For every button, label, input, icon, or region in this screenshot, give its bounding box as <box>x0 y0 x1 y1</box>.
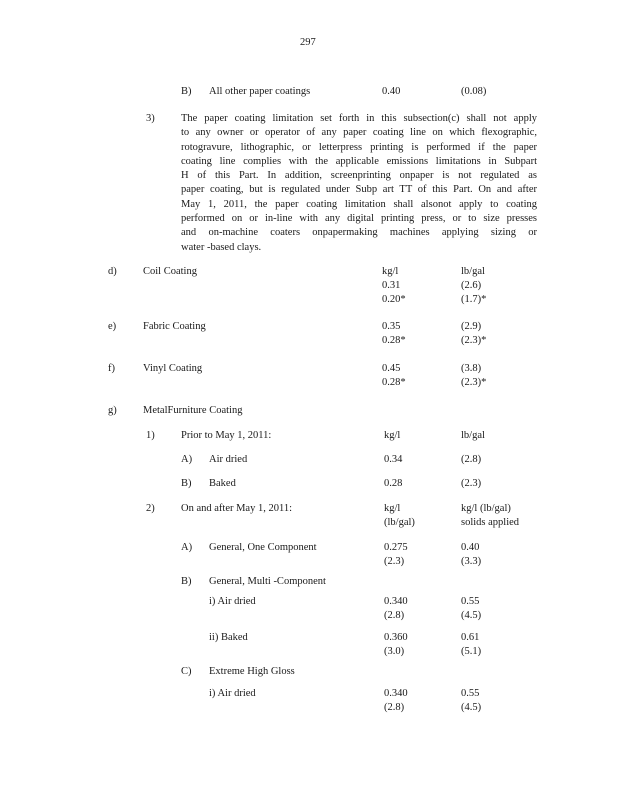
item-number: 1) <box>146 430 155 441</box>
paragraph-line: to any owner or operator of any paper coating line on which flexographic, <box>181 127 537 139</box>
item-label: Prior to May 1, 2011: <box>181 430 272 441</box>
subrow-label: i) Air dried <box>209 688 256 699</box>
unit-kg: kg/l <box>384 430 401 441</box>
section-letter: f) <box>108 363 115 374</box>
unit-lb: lb/gal <box>461 430 485 441</box>
row-label: Air dried <box>209 454 248 465</box>
row-label: Baked <box>209 478 236 489</box>
value-lb: (3.8) <box>461 363 482 374</box>
value-lb: (2.3) <box>461 478 482 489</box>
row-letter: B) <box>181 576 192 587</box>
section-letter: e) <box>108 321 117 332</box>
unit-lb: lb/gal <box>461 266 485 277</box>
value-kg: 0.340 <box>384 688 408 699</box>
section-label: Coil Coating <box>143 266 197 277</box>
value-kg: 0.35 <box>382 321 401 332</box>
paragraph-line: H of this Part. In addition, screenprinting onpaper is not regulated as <box>181 170 537 182</box>
value-kg: 0.340 <box>384 596 408 607</box>
unit-kg: kg/l <box>382 266 399 277</box>
value-lb: (2.6) <box>461 280 482 291</box>
section-label: Vinyl Coating <box>143 363 203 374</box>
value-kg: 0.20* <box>382 294 406 305</box>
value-solids-kg: 0.55 <box>461 596 480 607</box>
row-letter: A) <box>181 454 193 465</box>
value-lb: (3.0) <box>384 646 405 657</box>
item-number: 2) <box>146 503 155 514</box>
row-label: General, One Component <box>209 542 317 553</box>
value-lb: (2.3)* <box>461 377 487 388</box>
item-number: 3) <box>146 113 155 124</box>
row-label: Extreme High Gloss <box>209 666 295 677</box>
value-lb: (2.8) <box>461 454 482 465</box>
value-solids-lb: (5.1) <box>461 646 482 657</box>
section-label: MetalFurniture Coating <box>143 405 243 416</box>
row-label: All other paper coatings <box>209 86 311 97</box>
value-solids-lb: (4.5) <box>461 702 482 713</box>
value-kg: 0.34 <box>384 454 403 465</box>
unit-solids-note: solids applied <box>461 517 520 528</box>
item-label: On and after May 1, 2011: <box>181 503 292 514</box>
row-letter: A) <box>181 542 193 553</box>
unit-lb: (lb/gal) <box>384 517 415 528</box>
value-lb: (2.8) <box>384 610 405 621</box>
value-lb: (2.3)* <box>461 335 487 346</box>
value-kg: 0.28* <box>382 377 406 388</box>
value-lb: (2.8) <box>384 702 405 713</box>
value-lb: (2.9) <box>461 321 482 332</box>
subrow-label: ii) Baked <box>209 632 248 643</box>
exemption-paragraph <box>181 112 537 255</box>
paragraph-line: rotogravure, lithographic, or letterpress printing is performed if the paper <box>181 141 537 153</box>
value-solids-kg: 0.40 <box>461 542 480 553</box>
value-kg: 0.275 <box>384 542 408 553</box>
paragraph-line: performed on or in-line with any digital printing press, or to size presses <box>181 213 537 225</box>
paragraph-line: water -based clays. <box>181 241 262 253</box>
value-lb: (1.7)* <box>461 294 487 305</box>
value-lb: (2.3) <box>384 556 405 567</box>
paragraph-line: The paper coating limitation set forth in this subsection(c) shall not apply <box>181 113 537 124</box>
section-label: Fabric Coating <box>143 321 206 332</box>
row-letter: B) <box>181 478 192 489</box>
value-solids-lb: (3.3) <box>461 556 482 567</box>
value-kg: 0.360 <box>384 632 408 643</box>
row-letter: C) <box>181 666 192 677</box>
row-label: General, Multi -Component <box>209 576 326 587</box>
paragraph-line: coating line complies with the applicable emissions limitations in Subpart <box>181 155 537 167</box>
value-kg: 0.28* <box>382 335 406 346</box>
value-solids-lb: (4.5) <box>461 610 482 621</box>
paragraph-line: paper coating, but is regulated under Subp art TT of this Part. On and after <box>181 184 537 196</box>
unit-solids: kg/l (lb/gal) <box>461 503 511 514</box>
page-number: 297 <box>300 37 316 48</box>
paragraph-line: and on-machine coaters onpapermaking machines applying sizing or <box>181 227 537 239</box>
value-kg: 0.28 <box>384 478 403 489</box>
paragraph-line: May 1, 2011, the paper coating limitation shall alsonot apply to coating <box>181 198 537 210</box>
subrow-label: i) Air dried <box>209 596 256 607</box>
value-kg: 0.45 <box>382 363 401 374</box>
value-solids-kg: 0.55 <box>461 688 480 699</box>
row-letter: B) <box>181 86 192 97</box>
section-letter: g) <box>108 405 117 416</box>
section-letter: d) <box>108 266 117 277</box>
unit-kg: kg/l <box>384 503 401 514</box>
value-kg: 0.31 <box>382 280 401 291</box>
value-solids-kg: 0.61 <box>461 632 480 643</box>
value-kg: 0.40 <box>382 86 401 97</box>
value-lb: (0.08) <box>461 86 487 97</box>
